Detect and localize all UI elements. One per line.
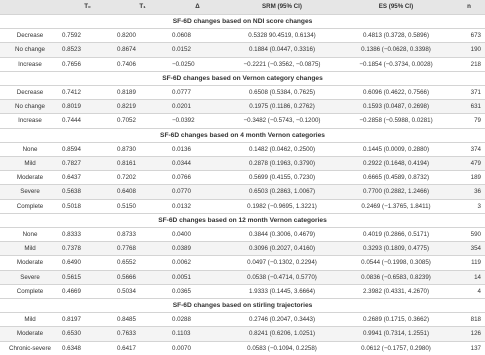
table-body <box>0 15 485 355</box>
t0-value: 0.6530 <box>60 327 115 341</box>
es-value: 0.6096 (0.4622, 0.7566) <box>339 86 453 100</box>
row-label: Mild <box>0 242 60 256</box>
delta-value: 0.0770 <box>170 185 225 199</box>
delta-value: 0.0389 <box>170 242 225 256</box>
srm-value: 0.0538 (−0.4714, 0.5770) <box>225 270 339 284</box>
t1-value: 0.6408 <box>115 185 170 199</box>
delta-value: −0.0250 <box>170 57 225 71</box>
row-label: Severe <box>0 270 60 284</box>
row-label: Mild <box>0 157 60 171</box>
table-row <box>0 341 485 355</box>
table-row <box>0 199 485 213</box>
t1-value: 0.7406 <box>115 57 170 71</box>
delta-value: 0.0136 <box>170 142 225 156</box>
table-row <box>0 313 485 327</box>
n-value: 631 <box>453 100 485 114</box>
srm-value: 0.2746 (0.2047, 0.3443) <box>225 313 339 327</box>
t0-value: 0.8523 <box>60 43 115 57</box>
row-label: Increase <box>0 57 60 71</box>
t0-value: 0.7827 <box>60 157 115 171</box>
n-value: 79 <box>453 114 485 128</box>
es-value: 0.0612 (−0.1757, 0.2980) <box>339 341 453 355</box>
table-row <box>0 29 485 43</box>
section-header-row <box>0 299 485 313</box>
n-value: 189 <box>453 171 485 185</box>
es-value: −0.2858 (−0.5988, 0.0281) <box>339 114 453 128</box>
table-row <box>0 228 485 242</box>
table-row <box>0 256 485 270</box>
t0-value: 0.7656 <box>60 57 115 71</box>
section-title: SF-6D changes based on stirling trajectories <box>0 299 485 313</box>
t1-value: 0.7052 <box>115 114 170 128</box>
t1-value: 0.8189 <box>115 86 170 100</box>
delta-value: 0.0062 <box>170 256 225 270</box>
es-value: 0.0544 (−0.1998, 0.3085) <box>339 256 453 270</box>
delta-value: 0.0344 <box>170 157 225 171</box>
n-value: 374 <box>453 142 485 156</box>
delta-value: 0.0400 <box>170 228 225 242</box>
srm-value: 0.0583 (−0.1094, 0.2258) <box>225 341 339 355</box>
es-value: 2.3982 (0.4331, 4.2670) <box>339 284 453 298</box>
delta-value: 0.0051 <box>170 270 225 284</box>
row-label: Decrease <box>0 29 60 43</box>
row-label: Complete <box>0 199 60 213</box>
t1-value: 0.8485 <box>115 313 170 327</box>
header-label <box>0 0 60 15</box>
section-title: SF-6D changes based on 4 month Vernon categories <box>0 128 485 142</box>
t0-value: 0.8197 <box>60 313 115 327</box>
t0-value: 0.5615 <box>60 270 115 284</box>
es-value: 0.1386 (−0.0628, 0.3398) <box>339 43 453 57</box>
table-row <box>0 43 485 57</box>
t0-value: 0.5638 <box>60 185 115 199</box>
srm-value: −0.2221 (−0.3562, −0.0875) <box>225 57 339 71</box>
t0-value: 0.7592 <box>60 29 115 43</box>
header-srm: SRM (95% CI) <box>225 0 339 15</box>
srm-value: 0.5328 90.4519, 0.6134) <box>225 29 339 43</box>
n-value: 126 <box>453 327 485 341</box>
delta-value: 0.0201 <box>170 100 225 114</box>
row-label: Moderate <box>0 327 60 341</box>
t1-value: 0.5666 <box>115 270 170 284</box>
srm-value: 0.6508 (0.5384, 0.7625) <box>225 86 339 100</box>
t1-value: 0.5034 <box>115 284 170 298</box>
table-row <box>0 114 485 128</box>
srm-value: 0.5699 (0.4155, 0.7230) <box>225 171 339 185</box>
section-header-row <box>0 213 485 227</box>
table-row <box>0 57 485 71</box>
n-value: 371 <box>453 86 485 100</box>
srm-value: 0.1884 (0.0447, 0.3316) <box>225 43 339 57</box>
t0-value: 0.5018 <box>60 199 115 213</box>
n-value: 818 <box>453 313 485 327</box>
delta-value: −0.0392 <box>170 114 225 128</box>
table-row <box>0 100 485 114</box>
t1-value: 0.7768 <box>115 242 170 256</box>
t1-value: 0.5150 <box>115 199 170 213</box>
srm-value: 0.1975 (0.1186, 0.2762) <box>225 100 339 114</box>
es-value: 0.1445 (0.0009, 0.2880) <box>339 142 453 156</box>
srm-value: 0.3096 (0.2027, 0.4160) <box>225 242 339 256</box>
es-value: 0.2689 (0.1715, 0.3662) <box>339 313 453 327</box>
srm-value: 0.6503 (0.2863, 1.0067) <box>225 185 339 199</box>
delta-value: 0.0152 <box>170 43 225 57</box>
es-value: 0.4019 (0.2866, 0.5171) <box>339 228 453 242</box>
delta-value: 0.0365 <box>170 284 225 298</box>
delta-value: 0.0070 <box>170 341 225 355</box>
t0-value: 0.6348 <box>60 341 115 355</box>
es-value: 0.9941 (0.7314, 1.2551) <box>339 327 453 341</box>
srm-value: 1.9333 (0.1445, 3.6664) <box>225 284 339 298</box>
t1-value: 0.6552 <box>115 256 170 270</box>
n-value: 190 <box>453 43 485 57</box>
row-label: Mild <box>0 313 60 327</box>
delta-value: 0.1103 <box>170 327 225 341</box>
section-title: SF-6D changes based on NDI score changes <box>0 15 485 29</box>
es-value: 0.4813 (0.3728, 0.5896) <box>339 29 453 43</box>
table-row <box>0 171 485 185</box>
header-t1: T₁ <box>115 0 170 15</box>
es-value: 0.0836 (−0.6583, 0.8239) <box>339 270 453 284</box>
delta-value: 0.0777 <box>170 86 225 100</box>
row-label: No change <box>0 100 60 114</box>
n-value: 36 <box>453 185 485 199</box>
row-label: Moderate <box>0 171 60 185</box>
srm-value: −0.3482 (−0.5743, −0.1200) <box>225 114 339 128</box>
header-delta: Δ <box>170 0 225 15</box>
delta-value: 0.0132 <box>170 199 225 213</box>
table-row <box>0 185 485 199</box>
table-row <box>0 284 485 298</box>
srm-value: 0.0497 (−0.1302, 0.2294) <box>225 256 339 270</box>
srm-value: 0.3844 (0.3006, 0.4679) <box>225 228 339 242</box>
header-n: n <box>453 0 485 15</box>
t0-value: 0.4669 <box>60 284 115 298</box>
t0-value: 0.6490 <box>60 256 115 270</box>
srm-value: 0.8241 (0.6206, 1.0251) <box>225 327 339 341</box>
es-value: 0.2922 (0.1648, 0.4194) <box>339 157 453 171</box>
delta-value: 0.0608 <box>170 29 225 43</box>
t0-value: 0.6437 <box>60 171 115 185</box>
t1-value: 0.8733 <box>115 228 170 242</box>
n-value: 590 <box>453 228 485 242</box>
t1-value: 0.8200 <box>115 29 170 43</box>
n-value: 4 <box>453 284 485 298</box>
srm-value: 0.1482 (0.0462, 0.2500) <box>225 142 339 156</box>
srm-value: 0.1982 (−0.9695, 1.3221) <box>225 199 339 213</box>
section-header-row <box>0 71 485 85</box>
header-es: ES (95% CI) <box>339 0 453 15</box>
section-title: SF-6D changes based on Vernon category changes <box>0 71 485 85</box>
row-label: Decrease <box>0 86 60 100</box>
t1-value: 0.8730 <box>115 142 170 156</box>
row-label: Increase <box>0 114 60 128</box>
delta-value: 0.0766 <box>170 171 225 185</box>
es-value: 0.7700 (0.2882, 1.2466) <box>339 185 453 199</box>
delta-value: 0.0288 <box>170 313 225 327</box>
row-label: Moderate <box>0 256 60 270</box>
es-value: −0.1854 (−0.3734, 0.0028) <box>339 57 453 71</box>
n-value: 3 <box>453 199 485 213</box>
row-label: Chronic-severe <box>0 341 60 355</box>
t1-value: 0.8161 <box>115 157 170 171</box>
t1-value: 0.7202 <box>115 171 170 185</box>
n-value: 14 <box>453 270 485 284</box>
section-header-row <box>0 15 485 29</box>
header-t0: T₀ <box>60 0 115 15</box>
table-row <box>0 327 485 341</box>
es-value: 0.3293 (0.1809, 0.4775) <box>339 242 453 256</box>
t0-value: 0.8333 <box>60 228 115 242</box>
table-row <box>0 157 485 171</box>
row-label: Severe <box>0 185 60 199</box>
n-value: 673 <box>453 29 485 43</box>
t0-value: 0.7444 <box>60 114 115 128</box>
row-label: Complete <box>0 284 60 298</box>
es-value: 0.2469 (−1.3765, 1.8411) <box>339 199 453 213</box>
row-label: No change <box>0 43 60 57</box>
row-label: None <box>0 228 60 242</box>
table-row <box>0 270 485 284</box>
row-label: None <box>0 142 60 156</box>
t1-value: 0.6417 <box>115 341 170 355</box>
section-title: SF-6D changes based on 12 month Vernon categories <box>0 213 485 227</box>
table-row <box>0 242 485 256</box>
t1-value: 0.8219 <box>115 100 170 114</box>
t0-value: 0.7412 <box>60 86 115 100</box>
n-value: 479 <box>453 157 485 171</box>
section-header-row <box>0 128 485 142</box>
es-value: 0.6665 (0.4589, 0.8732) <box>339 171 453 185</box>
n-value: 137 <box>453 341 485 355</box>
n-value: 119 <box>453 256 485 270</box>
t1-value: 0.8674 <box>115 43 170 57</box>
srm-value: 0.2878 (0.1963, 0.3790) <box>225 157 339 171</box>
n-value: 218 <box>453 57 485 71</box>
table-row <box>0 86 485 100</box>
t0-value: 0.7378 <box>60 242 115 256</box>
t0-value: 0.8594 <box>60 142 115 156</box>
t0-value: 0.8019 <box>60 100 115 114</box>
table-row <box>0 142 485 156</box>
es-value: 0.1593 (0.0487, 0.2698) <box>339 100 453 114</box>
header-row <box>0 0 485 15</box>
t1-value: 0.7633 <box>115 327 170 341</box>
n-value: 354 <box>453 242 485 256</box>
